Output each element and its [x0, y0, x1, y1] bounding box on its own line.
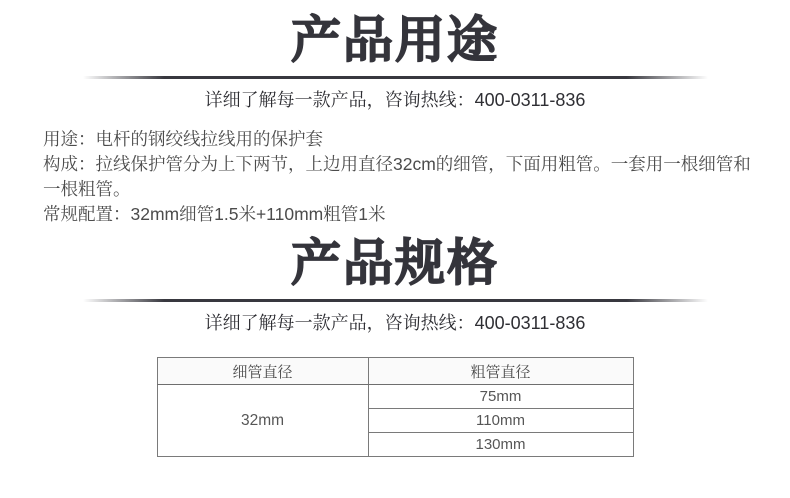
hotline-subtitle: 详细了解每一款产品，咨询热线：400-0311-836	[204, 90, 586, 110]
section-title-product-specs: 产品规格	[291, 235, 499, 291]
standard-config-line: 常规配置：32mm细管1.5米+110mm粗管1米	[43, 204, 386, 224]
section-product-specs	[0, 235, 790, 334]
table-header-row	[157, 358, 633, 385]
thick-diameter-value: 130mm	[368, 433, 633, 457]
thin-diameter-value: 32mm	[157, 385, 368, 457]
composition-line: 构成：拉线保护管分为上下两节，上边用直径32cm的细管，下面用粗管。一套用一根细管和一根粗管。	[43, 154, 751, 199]
thick-diameter-value: 110mm	[368, 409, 633, 433]
spec-table	[157, 357, 634, 457]
title-divider	[83, 76, 708, 79]
table-row	[157, 385, 633, 409]
spec-table-container	[0, 357, 790, 457]
thick-diameter-value: 75mm	[368, 385, 633, 409]
table-header-thick-diameter: 粗管直径	[368, 358, 633, 385]
section-title-product-usage: 产品用途	[291, 12, 499, 68]
usage-line: 用途：电杆的钢绞线拉线用的保护套	[43, 129, 323, 149]
usage-description-block	[43, 127, 754, 227]
section-product-usage	[0, 12, 790, 111]
title-divider	[83, 299, 708, 302]
hotline-subtitle: 详细了解每一款产品，咨询热线：400-0311-836	[204, 313, 586, 333]
table-header-thin-diameter: 细管直径	[157, 358, 368, 385]
